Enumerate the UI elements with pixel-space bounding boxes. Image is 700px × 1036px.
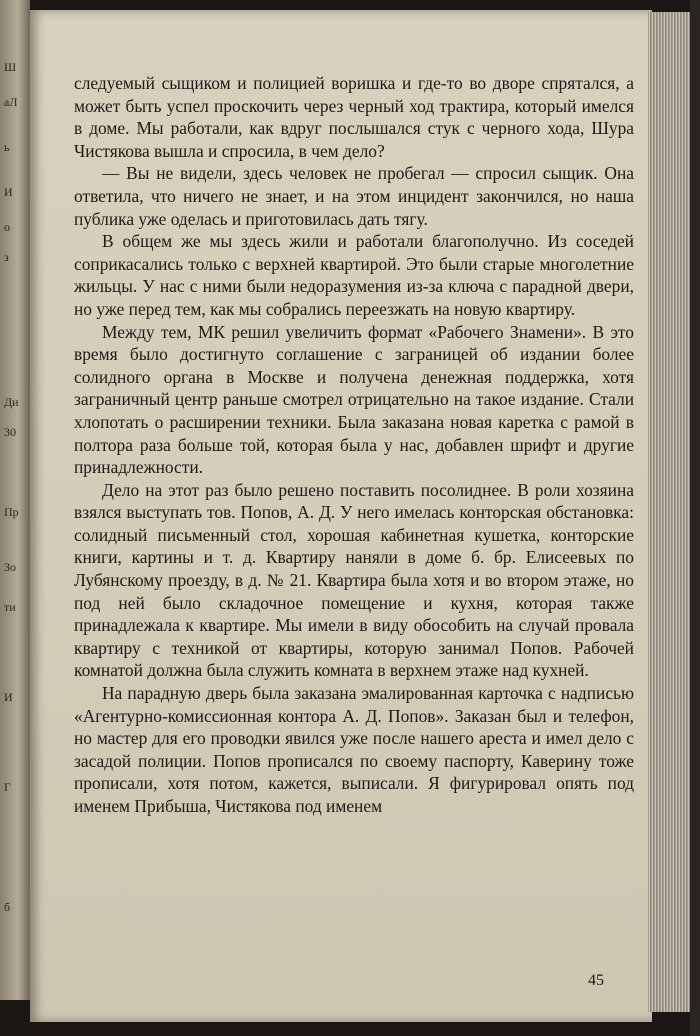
left-page-fragment: ти bbox=[4, 600, 16, 614]
page-block-edge bbox=[648, 12, 690, 1012]
paragraph: — Вы не видели, здесь человек не пробегал — спросил сыщик. Она ответила, что ничего не знает, и на этом инцидент закончился, но наша публика уже оделась и приготовилась дать тягу. bbox=[74, 163, 634, 229]
paragraph: На парадную дверь была заказана эмалированная карточка с надписью «Агентурно-комиссионная контора А. Д. Попов». Заказан был и телефон, но мастер для его проводки явился уже после нашего ареста и имел дело с засадой полиции. Попов прописался по своему паспорту, Каверину тоже прописали, хотя потом, кажется, выписали. Я фигурировал опять под именем Прибыша, Чистякова под именем bbox=[74, 683, 634, 816]
left-page-fragment: Ди bbox=[4, 395, 19, 409]
paragraph: В общем же мы здесь жили и работали благополучно. Из соседей соприкасались только с верхней квартирой. Это были старые многолетние жильцы. У нас с ними были недоразумения из-за ключа с парадной двери, но уже перед тем, как мы собрались переезжать на новую квартиру. bbox=[74, 231, 634, 319]
book-page bbox=[30, 10, 652, 1022]
left-page-fragment: И bbox=[4, 185, 13, 199]
left-page-fragment: б bbox=[4, 900, 11, 914]
page-number: 45 bbox=[588, 972, 604, 989]
left-page-fragment: Ш bbox=[4, 60, 17, 74]
left-page-fragment: Зо bbox=[4, 560, 17, 574]
left-page-fragment: аЛ bbox=[4, 95, 18, 109]
left-page-fragment: Г bbox=[4, 780, 11, 794]
paragraph: Дело на этот раз было решено поставить посолиднее. В роли хозяина взялся выступать тов. Попов, А. Д. У него имелась конторская обстановка: солидный письменный стол, хорошая кабинетная кушетка, конторские книги, картины и т. д. Квартиру наняли в доме б. бр. Елисеевых по Лубянскому проезду, в д. № 21. Квартира была хотя и во втором этаже, но под ней было складочное помещение и кухня, которая также принадлежала к квартире. Мы имели в виду обособить на случай провала квартиру с техникой от квартиры, которую занимал Попов. Рабочей комнатой должна была служить комната в верхнем этаже над кухней. bbox=[74, 479, 634, 681]
left-page-fragment: Пр bbox=[4, 505, 19, 519]
left-page-fragment: з bbox=[4, 250, 9, 264]
paragraph: Между тем, МК решил увеличить формат «Рабочего Знамени». В это время было достигнуто соглашение с заграницей об издании более солидного органа в Москве и получена денежная поддержка, хотя заграничный центр раньше смотрел отрицательно на такое издание. Стали хлопотать о расширении техники. Была заказана новая каретка с рамой в полтора раза больше той, которая была у нас, добавлен шрифт и другие принадлежности. bbox=[74, 321, 634, 478]
book-cover-edge bbox=[690, 0, 700, 1036]
left-page-fragment: И bbox=[4, 690, 13, 704]
page-text bbox=[74, 72, 634, 818]
left-page-fragment: 30 bbox=[4, 425, 16, 439]
paragraph: следуемый сыщиком и полицией воришка и где-то во дворе спрятался, а может быть успел проскочить через черный ход трактира, который имелся в доме. Мы работали, как вдруг послышался стук с черного хода, Шура Чистякова вышла и спросила, в чем дело? bbox=[74, 73, 634, 161]
left-page-edge bbox=[0, 0, 30, 1000]
left-page-fragment: ь bbox=[4, 140, 10, 154]
left-page-fragment: о bbox=[4, 220, 10, 234]
